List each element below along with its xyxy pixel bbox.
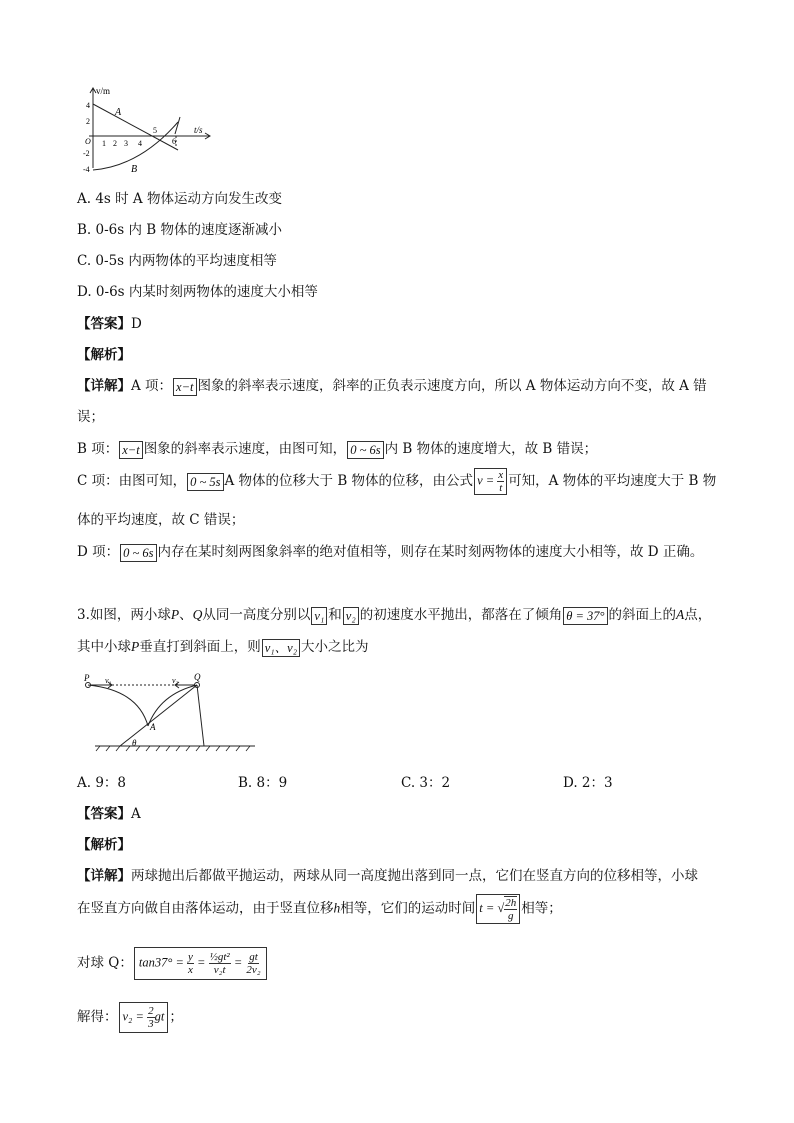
text: 相等；	[521, 900, 562, 917]
q2-option-b[interactable]: B. 0-6s 内 B 物体的速度逐渐减小	[77, 222, 282, 238]
text: P	[131, 639, 140, 654]
incline-back	[197, 685, 204, 746]
text: A	[676, 607, 685, 622]
formula-box: 0 ~ 6s	[120, 544, 156, 562]
q3-option-a[interactable]: A. 9：8	[77, 775, 127, 791]
text: A 项：	[131, 378, 173, 394]
frac-num: x	[498, 469, 504, 481]
text: 从同一高度分别以	[202, 607, 311, 623]
text: 图象的斜率表示速度，由图可知，	[143, 441, 347, 457]
incline	[120, 685, 197, 746]
answer-label: 【答案】	[77, 316, 131, 332]
text: 点，	[684, 607, 712, 623]
text: 其中小球	[77, 639, 131, 655]
text: 内存在某时刻两图象斜率的绝对值相等，则存在某时刻两物体的速度大小相等，故 D 正确。	[157, 544, 704, 560]
q2-option-a[interactable]: A. 4s 时 A 物体运动方向发生改变	[77, 191, 282, 207]
graph-label-b: B	[131, 164, 138, 175]
formula-box	[119, 1002, 169, 1033]
frac-den: v₂t	[213, 964, 226, 976]
graph-ylabel: v/m	[96, 86, 111, 96]
fig-label-a: A	[150, 722, 156, 732]
formula-box: v₁	[311, 607, 327, 625]
formula-box: x−t	[173, 378, 196, 396]
text: 大小之比为	[301, 639, 369, 655]
fraction	[209, 951, 231, 976]
fraction	[497, 469, 504, 494]
q3-stem-line2	[77, 635, 369, 657]
q2-analysis-label: 【解析】	[77, 347, 131, 363]
text: D 项：	[77, 544, 120, 560]
q3-stem-line1	[77, 603, 711, 625]
frac-den: g	[508, 910, 514, 922]
formula-lhs: tan37° =	[138, 955, 184, 970]
ground-hatch	[96, 746, 250, 751]
ytick-2: 2	[86, 117, 90, 126]
text: 图象的斜率表示速度，斜率的正负表示速度方向，所以 A 物体运动方向不变，故 A 错	[197, 378, 707, 394]
text: 相等，它们的运动时间	[340, 900, 476, 917]
fraction	[187, 951, 194, 976]
sqrt-sign: √	[497, 900, 505, 915]
frac-den: 3	[148, 1018, 154, 1030]
text: 两球抛出后都做平抛运动，两球从同一高度抛出落到同一点，它们在竖直方向的位移相等，小球	[131, 868, 698, 884]
frac-den: t	[499, 482, 503, 494]
fig-label-q: Q	[194, 672, 201, 682]
q3-detail-line1	[77, 864, 698, 884]
fraction	[504, 896, 517, 922]
text: P	[170, 607, 180, 622]
xtick-1: 1	[102, 139, 106, 148]
graph-origin: O	[85, 137, 91, 146]
formula-box: x−t	[119, 441, 142, 459]
q2-detail-c-line2: 体的平均速度，故 C 错误；	[77, 512, 245, 528]
ytick-m2: -2	[83, 149, 90, 158]
text: 内 B 物体的速度增大，故 B 错误；	[384, 441, 598, 457]
frac-num: y	[188, 951, 193, 963]
frac-num: gt	[249, 951, 258, 963]
xtick-3: 3	[124, 139, 128, 148]
text: 的初速度水平抛出，都落在了倾角	[359, 607, 563, 623]
xtick-4: 4	[138, 139, 142, 148]
text: 可知，A 物体的平均速度大于 B 物	[508, 473, 717, 489]
q3-tan-equation	[77, 947, 268, 980]
ytick-m4: -4	[83, 165, 90, 174]
text: 、	[179, 607, 193, 623]
text: A 物体的位移大于 B 物体的位移，由公式	[224, 473, 474, 489]
fraction	[147, 1005, 155, 1030]
detail-label: 【详解】	[77, 868, 131, 884]
equals: =	[197, 955, 206, 970]
q2-option-d[interactable]: D. 0-6s 内某时刻两物体的速度大小相等	[77, 284, 318, 300]
q3-answer	[77, 802, 141, 822]
xtick-6: 6	[172, 137, 176, 146]
q2-option-c[interactable]: C. 0-5s 内两物体的平均速度相等	[77, 253, 277, 269]
q2-detail-d	[77, 540, 703, 562]
equals: =	[233, 955, 243, 970]
formula-box	[474, 468, 507, 495]
fig-label-v2: v₂	[172, 676, 179, 685]
graph-label-a: A	[115, 107, 122, 118]
formula-lhs: v =	[477, 473, 495, 488]
xtick-5: 5	[153, 126, 157, 135]
text: C 项：由图可知，	[77, 473, 187, 489]
frac-num: 2h	[505, 897, 517, 909]
formula-box: θ = 37°	[563, 607, 607, 625]
projectile-figure	[80, 670, 370, 752]
fraction	[245, 951, 261, 976]
fig-label-p: P	[84, 673, 90, 683]
answer-value: A	[131, 806, 141, 822]
graph-xlabel: t/s	[194, 125, 203, 135]
text: 对球 Q：	[77, 955, 133, 971]
text: ；	[169, 1009, 183, 1025]
frac-den: x	[188, 964, 193, 976]
q3-analysis-label: 【解析】	[77, 837, 131, 853]
q2-detail-a-line2: 误；	[77, 409, 104, 425]
formula-lhs: v₂ =	[122, 1009, 144, 1024]
answer-label: 【答案】	[77, 806, 131, 822]
q3-option-c[interactable]: C. 3：2	[401, 775, 451, 791]
frac-num: 2	[148, 1005, 154, 1017]
text: Q	[192, 607, 203, 622]
q2-detail-a-line1	[77, 374, 707, 396]
xtick-2: 2	[113, 139, 117, 148]
answer-value: D	[131, 316, 142, 332]
line-5	[175, 117, 180, 134]
formula-box: 0 ~ 6s	[347, 441, 383, 459]
text: 解得：	[77, 1009, 118, 1025]
velocity-time-graph	[80, 84, 220, 176]
detail-label: 【详解】	[77, 378, 131, 394]
q3-option-b[interactable]: B. 8：9	[238, 775, 288, 791]
q2-answer	[77, 312, 142, 332]
text: 和	[328, 607, 342, 623]
formula-lhs: t =	[479, 900, 495, 915]
q2-detail-c-line1	[77, 468, 716, 495]
q3-option-d[interactable]: D. 2：3	[563, 775, 613, 791]
fig-label-theta: θ	[132, 738, 137, 748]
text: 垂直打到斜面上，则	[139, 639, 261, 655]
frac-den: 2v₂	[246, 964, 261, 976]
formula-box	[134, 947, 267, 980]
fig-label-v1: v₁	[105, 676, 112, 685]
formula-box	[476, 894, 520, 924]
text: 在竖直方向做自由落体运动，由于竖直位移	[77, 900, 334, 917]
q3-detail-line2	[77, 894, 562, 924]
formula-rhs: gt	[154, 1009, 165, 1024]
formula-box: 0 ~ 5s	[187, 473, 223, 491]
q3-solve	[77, 1002, 183, 1033]
formula-box: v₂	[343, 607, 359, 625]
text: 的斜面上的	[608, 607, 677, 623]
text: 3.如图，两小球	[77, 607, 171, 623]
trajectory-p	[88, 685, 148, 726]
q2-detail-b	[77, 437, 597, 459]
text: B 项：	[77, 441, 119, 457]
text: h	[333, 900, 341, 916]
ytick-4: 4	[86, 101, 90, 110]
formula-box: v₁、v₂	[262, 639, 300, 657]
frac-num: ½gt²	[209, 951, 230, 963]
